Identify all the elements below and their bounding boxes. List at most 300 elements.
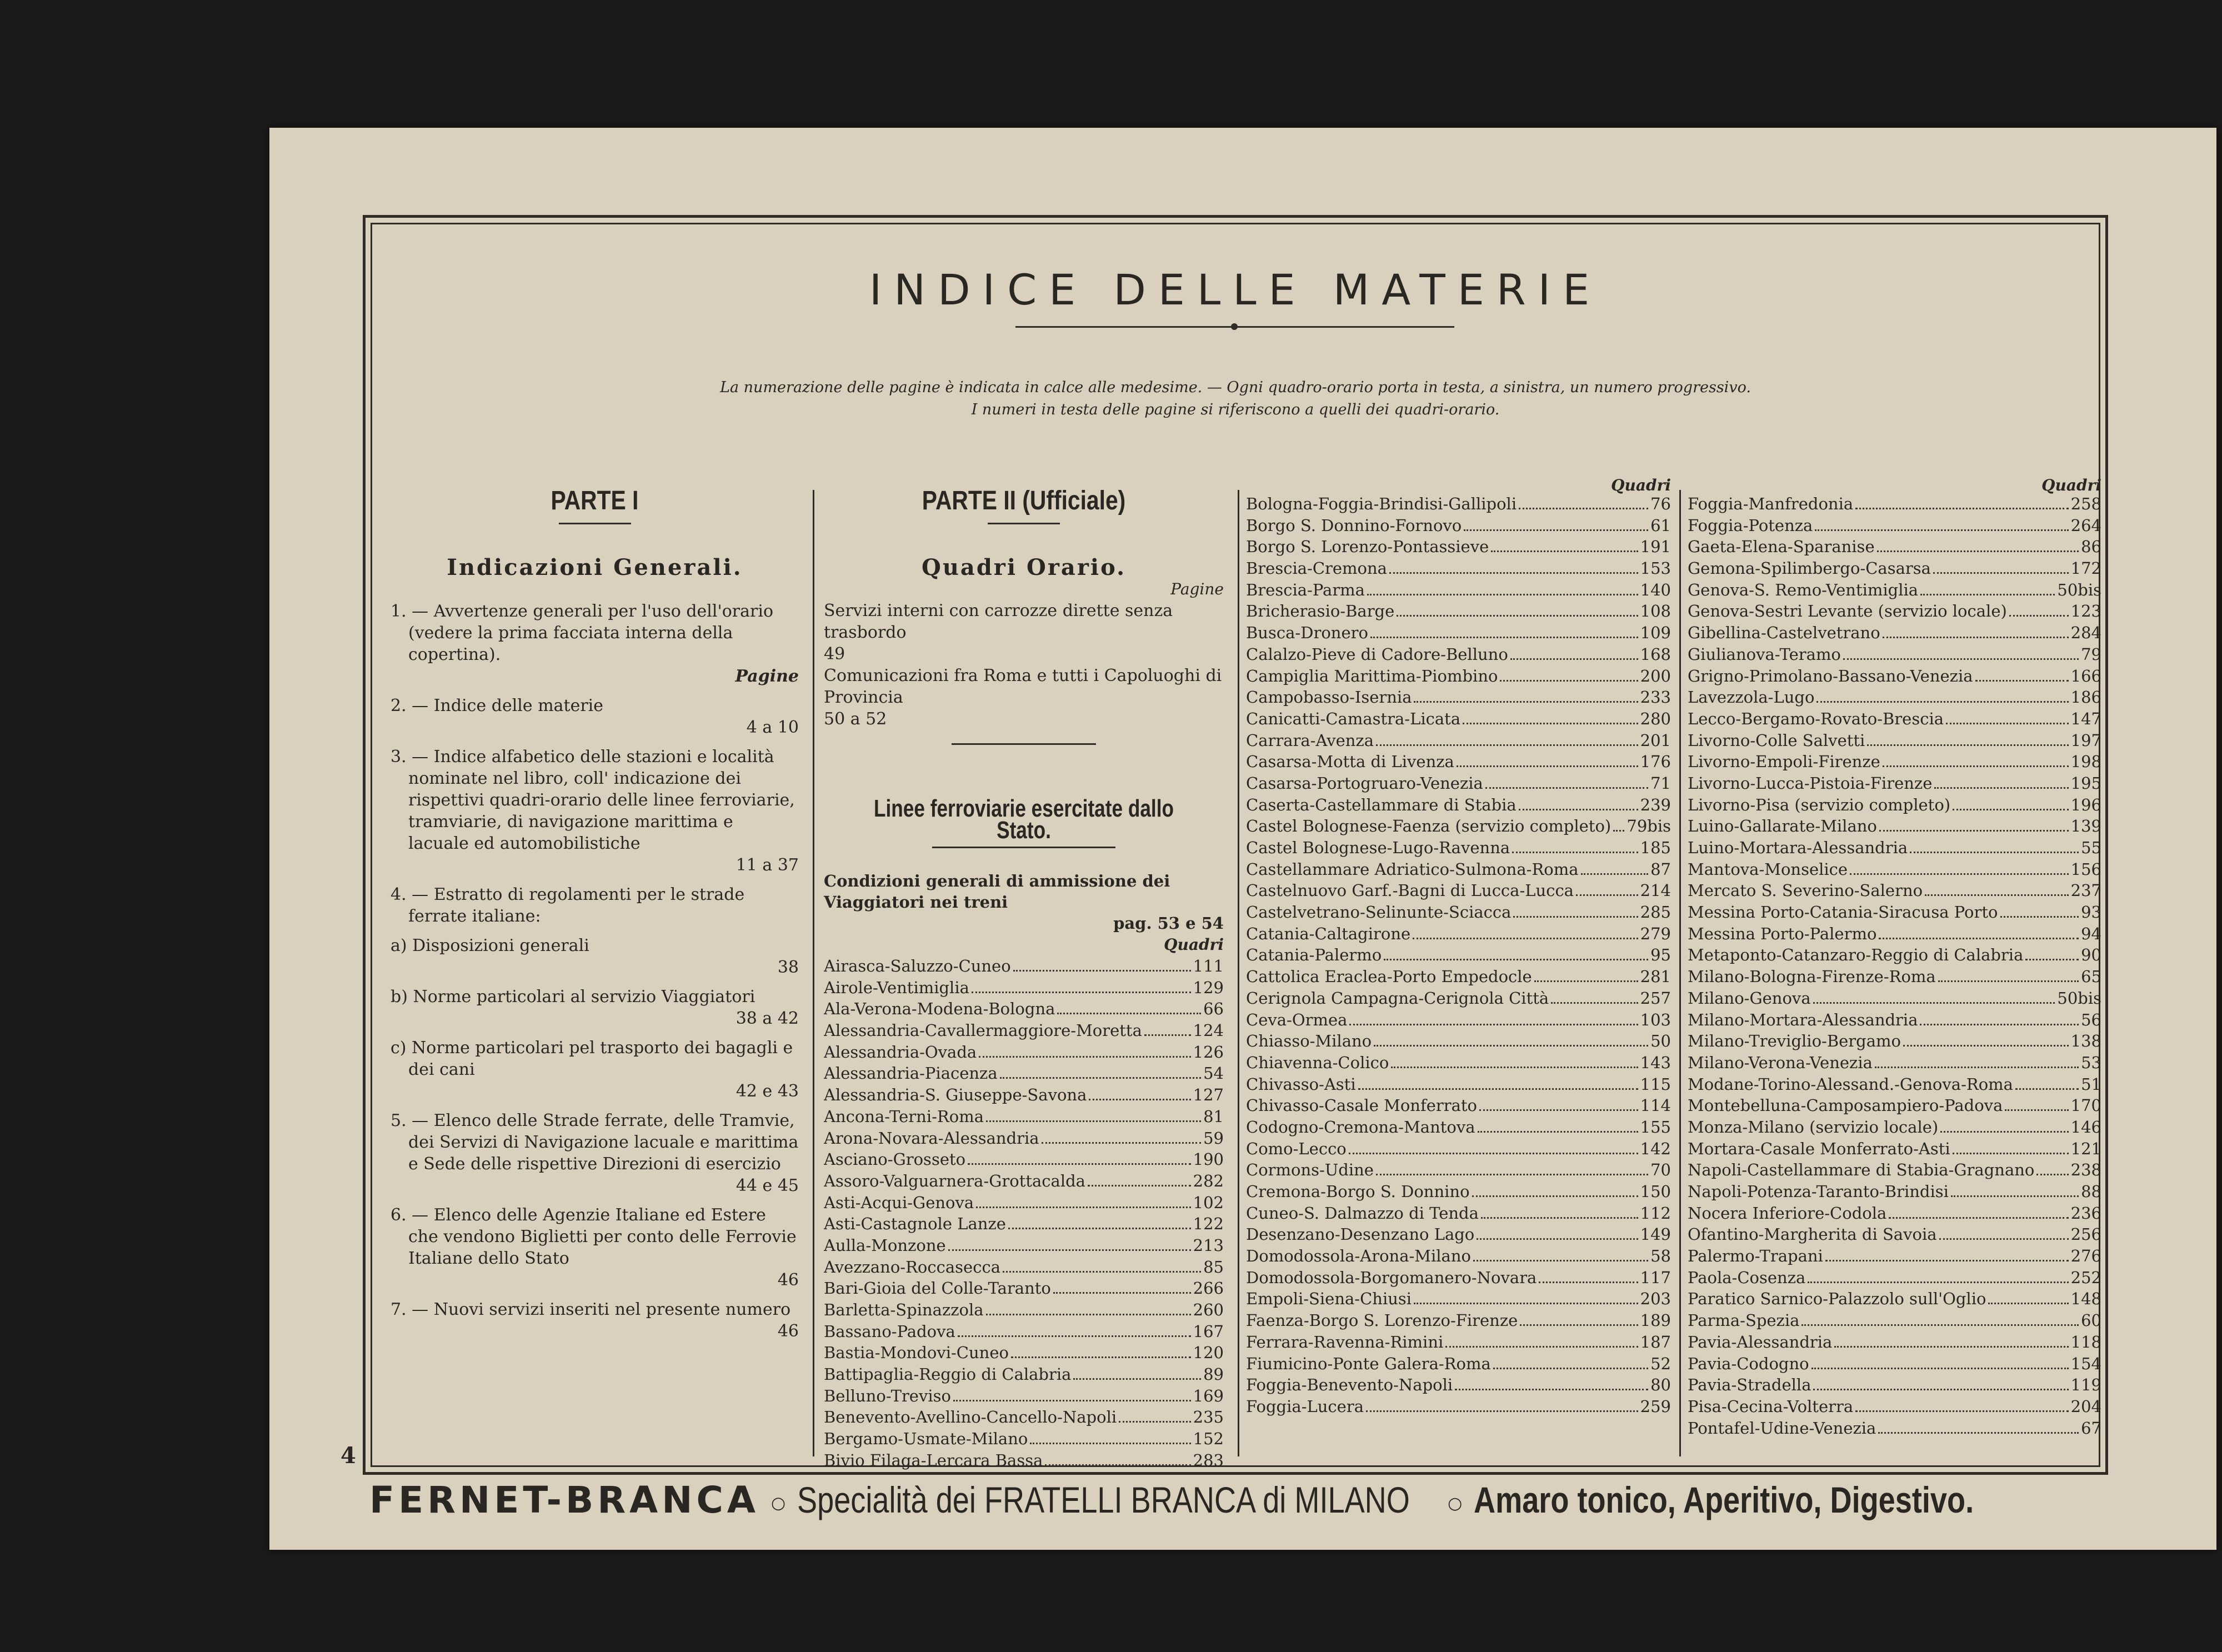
part2-items [824,600,1224,730]
entry-name: Ofantino-Margherita di Savoia [1688,1225,1937,1244]
entry-number: 124 [1193,1021,1224,1040]
entry-number: 93 [2081,903,2101,922]
entry-name: Paratico Sarnico-Palazzolo sull'Oglio [1688,1289,1986,1309]
pagine-label: Pagine [735,667,799,686]
entry-number: 102 [1193,1193,1224,1212]
dot-leader [1003,1271,1201,1273]
table-row [1688,1096,2101,1118]
entry-number: 256 [2070,1225,2101,1244]
entry-name: Genova-Sestri Levante (servizio locale) [1688,602,2007,621]
table-row [1688,1289,2101,1311]
entry-number: 115 [1640,1074,1671,1094]
entry-number: 50bis [2057,580,2101,599]
table-row [1246,667,1671,688]
linee-heading: Linee ferroviarie esercitate dallo Stato. [874,795,1174,844]
entry-name: Domodossola-Arona-Milano [1246,1246,1471,1266]
column-separator [1238,490,1239,1456]
entry-number: 260 [1193,1300,1224,1319]
dot-leader [1472,1195,1638,1197]
dot-leader [1477,1238,1638,1240]
entry-name: Genova-S. Remo-Ventimiglia [1688,580,1919,599]
entry-name: Barletta-Spinazzola [824,1300,984,1319]
dot-leader [1883,637,2069,638]
dot-leader [1389,572,1638,574]
entry-name: Battipaglia-Reggio di Calabria [824,1365,1072,1384]
linee-rule [932,847,1115,848]
entry-name: Bologna-Foggia-Brindisi-Gallipoli [1246,494,1517,513]
entry-name: Milano-Treviglio-Bergamo [1688,1032,1901,1051]
table-row [1688,1075,2101,1097]
entry-name: Busca-Dronero [1246,623,1368,643]
dot-leader [1850,873,2069,875]
table-row [1688,860,2101,882]
entry-name: Ancona-Terni-Roma [824,1107,984,1126]
index-item-text: 3. — Indice alfabetico delle stazioni e località nominate nel libro, coll' indicazione dei rispettivi quadri-orario delle linee ferroviarie, tramviarie, di navigazione marittima e lacuale ed automobilistiche [391,747,795,853]
dot-leader [1613,830,1624,832]
entry-number: 150 [1640,1182,1671,1201]
dot-leader [1816,701,2068,703]
dot-leader [1119,1421,1191,1423]
entry-number: 143 [1640,1053,1671,1072]
table-row [1688,1160,2101,1182]
table-row [1688,1204,2101,1225]
table-row [1688,1311,2101,1333]
entry-number: 103 [1640,1010,1671,1029]
index-item-text: 2. — Indice delle materie [391,696,604,715]
entry-name: Luino-Gallarate-Milano [1688,817,1877,836]
entry-number: 252 [2070,1268,2101,1287]
entry-number: 59 [1203,1128,1224,1148]
entry-name: Brescia-Parma [1246,580,1365,599]
entry-name: Benevento-Avellino-Cancello-Napoli [824,1408,1117,1427]
index-item-pages: 44 e 45 [735,1176,799,1195]
entry-number: 196 [2070,795,2101,814]
dot-leader [1519,508,1648,509]
entry-name: Chivasso-Casale Monferrato [1246,1096,1477,1115]
index-item-text: Servizi interni con carrozze dirette senza trasbordo [824,601,1173,642]
index-item [391,1299,799,1342]
index-item-text: 5. — Elenco delle Strade ferrate, delle Tramvie, dei Servizi di Navigazione lacuale e marittima e Sede delle rispettive Direzioni di esercizio [391,1111,799,1174]
entry-name: Paola-Cosenza [1688,1268,1806,1287]
dot-leader [1414,1303,1638,1304]
entry-name: Napoli-Potenza-Taranto-Brindisi [1688,1182,1949,1201]
entry-number: 280 [1640,709,1671,728]
entry-number: 88 [2081,1182,2101,1201]
entry-name: Grigno-Primolano-Bassano-Venezia [1688,666,1973,685]
table-row [824,1149,1224,1170]
dot-leader [1491,550,1638,552]
dot-leader [1089,1099,1190,1100]
entry-name: Livorno-Pisa (servizio completo) [1688,795,1951,814]
index-item-pages: 11 a 37 [735,855,799,875]
dot-leader [2025,959,2079,960]
entry-name: Gaeta-Elena-Sparanise [1688,537,1875,557]
table-row [1246,795,1671,817]
entry-number: 200 [1640,666,1671,685]
dot-leader [1889,1217,2068,1219]
entry-name: Assoro-Valguarnera-Grottacalda [824,1171,1085,1190]
table-row [1246,838,1671,860]
dot-leader [1008,1228,1191,1229]
entry-number: 142 [1640,1139,1671,1158]
table-row [1246,989,1671,1010]
entry-number: 168 [1640,644,1671,664]
entry-name: Chiavenna-Colico [1246,1053,1389,1072]
entry-number: 123 [2070,602,2101,621]
entry-name: Livorno-Colle Salvetti [1688,730,1865,750]
entry-number: 140 [1640,580,1671,599]
entry-name: Livorno-Lucca-Pistoia-Firenze [1688,773,1933,793]
entry-name: Avezzano-Roccasecca [824,1257,1000,1276]
dot-leader [1855,1410,2069,1412]
entry-number: 112 [1640,1203,1671,1223]
table-row [1246,1010,1671,1032]
entry-number: 120 [1193,1343,1224,1363]
table-row [824,1170,1224,1192]
table-row [1246,580,1671,602]
dot-leader [958,1335,1191,1337]
entry-number: 139 [2070,817,2101,836]
table-row [1688,1032,2101,1053]
table-row [1688,602,2101,623]
table-row [824,977,1224,999]
entry-name: Borgo S. Lorenzo-Pontassieve [1246,537,1489,557]
index-item [391,1110,799,1197]
dot-leader [1367,594,1638,595]
table-row [1246,1246,1671,1268]
part2-column [824,486,1224,1471]
index-item-text: Comunicazioni fra Roma e tutti i Capoluoghi di Provincia [824,666,1222,707]
dot-leader [1855,508,2068,509]
dot-leader [1811,1368,2069,1369]
entry-number: 214 [1640,881,1671,900]
entry-number: 237 [2070,881,2101,900]
entry-name: Canicatti-Camastra-Licata [1246,709,1461,728]
entry-number: 54 [1203,1064,1224,1083]
entry-number: 239 [1640,795,1671,814]
table-row [824,1256,1224,1278]
entry-number: 154 [2070,1354,2101,1373]
col4-rows [1688,494,2101,1440]
entry-name: Castel Bolognese-Lugo-Ravenna [1246,838,1510,857]
entry-number: 283 [1193,1450,1224,1470]
advert-tagline: Specialità dei FRATELLI BRANCA di MILANO [797,1479,1410,1520]
entry-number: 203 [1640,1289,1671,1309]
advert-slogan: Amaro tonico, Aperitivo, Digestivo. [1474,1479,1974,1520]
table-row [1246,860,1671,882]
dot-leader [1370,637,1638,638]
entry-name: Pontafel-Udine-Venezia [1688,1418,1876,1438]
entry-number: 148 [2070,1289,2101,1309]
dot-leader [1939,1238,2069,1240]
dot-leader [1843,658,2079,660]
table-row [1246,881,1671,903]
dot-leader [1478,1131,1638,1133]
conditions-text: Condizioni generali di ammissione dei Viaggiatori nei treni [824,872,1170,912]
table-row [1246,967,1671,989]
entry-name: Belluno-Treviso [824,1386,951,1405]
entry-name: Palermo-Trapani [1688,1246,1823,1266]
entry-name: Messina Porto-Palermo [1688,924,1877,943]
entry-name: Metaponto-Catanzaro-Reggio di Calabria [1688,945,2024,965]
dot-leader [1576,894,1638,896]
entry-number: 122 [1193,1214,1224,1234]
table-row [824,1299,1224,1321]
dot-leader [1534,980,1638,982]
dot-leader [1925,894,2069,896]
dot-leader [1057,1013,1201,1014]
table-row [1246,1268,1671,1290]
index-item [391,600,799,687]
table-row [824,1042,1224,1063]
entry-name: Arona-Novara-Alessandria [824,1128,1039,1148]
table-row [1688,967,2101,989]
table-row [1688,731,2101,753]
entry-name: Foggia-Benevento-Napoli [1246,1375,1453,1395]
table-row [1246,1139,1671,1161]
table-row [1246,1354,1671,1376]
table-row [1688,1268,2101,1290]
index-item [391,986,799,1029]
table-row [1246,1118,1671,1139]
dot-leader [1815,529,2068,531]
entry-number: 114 [1640,1096,1671,1115]
entry-name: Alessandria-Ovada [824,1042,977,1062]
entry-number: 189 [1640,1311,1671,1330]
index-item-text: 7. — Nuovi servizi inseriti nel presente numero [391,1300,791,1319]
entry-number: 94 [2081,924,2101,943]
table-row [1688,537,2101,559]
entry-name: Cerignola Campagna-Cerignola Città [1246,988,1549,1008]
entry-number: 60 [2081,1311,2101,1330]
table-row [824,1450,1224,1471]
entry-name: Codogno-Cremona-Mantova [1246,1117,1475,1137]
entry-number: 238 [2070,1160,2101,1180]
dot-leader [1551,1002,1638,1004]
index-item [391,695,799,738]
entry-name: Bastia-Mondovi-Cuneo [824,1343,1009,1363]
entry-name: Lecco-Bergamo-Rovato-Brescia [1688,709,1944,728]
entry-name: Casarsa-Motta di Livenza [1246,752,1454,772]
entry-number: 258 [2070,494,2101,513]
entry-name: Giulianova-Teramo [1688,644,1841,664]
index-item-text: 1. — Avvertenze generali per l'uso dell'orario (vedere la prima facciata interna della copertina). [391,602,774,664]
entry-name: Airole-Ventimiglia [824,978,969,997]
table-row [824,1428,1224,1450]
table-row [1688,494,2101,516]
entry-number: 126 [1193,1042,1224,1062]
table-row [824,1321,1224,1343]
dot-leader [1045,1464,1190,1466]
entry-number: 279 [1640,924,1671,943]
dot-leader [1520,1324,1638,1326]
dot-leader [1376,1174,1648,1175]
entry-name: Livorno-Empoli-Firenze [1688,752,1880,772]
index-item [391,1037,799,1102]
table-row [1688,774,2101,795]
table-row [824,1342,1224,1364]
dot-leader [1349,1024,1638,1025]
table-row [1688,645,2101,667]
entry-name: Nocera Inferiore-Codola [1688,1203,1887,1223]
part2-section-title: Quadri Orario. [921,554,1126,580]
entry-number: 76 [1650,494,1671,513]
entry-number: 55 [2081,838,2101,857]
dot-leader [1975,680,2069,682]
entry-number: 89 [1203,1365,1224,1384]
dot-leader [2005,1109,2068,1111]
dot-leader [1414,701,1638,703]
table-row [1688,817,2101,838]
table-row [1246,1204,1671,1225]
table-row [1688,623,2101,645]
entry-number: 257 [1640,988,1671,1008]
table-row [824,1106,1224,1128]
table-row [824,1128,1224,1149]
table-row [1246,924,1671,946]
col4-quadri-label: Quadri [2041,476,2101,494]
dot-leader [1834,1346,2068,1348]
table-row [1246,494,1671,516]
part2-rows [824,955,1224,1471]
entry-name: Castellammare Adriatico-Sulmona-Roma [1246,859,1579,879]
table-row [1246,623,1671,645]
index-item [391,935,799,978]
entry-name: Pavia-Alessandria [1688,1332,1833,1351]
table-row [1246,752,1671,774]
index-item [824,600,1224,665]
dot-leader [1384,959,1648,960]
index-item-pages: 38 [777,958,799,977]
entry-name: Pavia-Codogno [1688,1354,1809,1373]
index-item [391,1204,799,1291]
index-item-pages: 42 e 43 [735,1082,799,1101]
dot-leader [1397,615,1638,617]
entry-number: 121 [2070,1139,2101,1158]
entry-name: Cattolica Eraclea-Porto Empedocle [1246,967,1532,987]
dot-leader [968,1163,1191,1165]
entry-name: Bricherasio-Barge [1246,602,1395,621]
entry-name: Milano-Genova [1688,988,1811,1008]
dot-leader [1510,658,1638,660]
table-row [1246,1160,1671,1182]
dot-leader [2015,1088,2079,1090]
dot-leader [1867,744,2068,746]
table-row [1688,1182,2101,1204]
table-row [1688,1333,2101,1354]
table-row [1688,1225,2101,1246]
entry-number: 264 [2070,515,2101,535]
dot-leader [1951,1195,2079,1197]
index-frame [363,215,2108,1475]
table-row [1688,1118,2101,1139]
dot-leader [1481,1217,1638,1219]
entry-number: 198 [2070,752,2101,772]
dot-leader [1463,723,1638,724]
entry-name: Chivasso-Asti [1246,1074,1356,1094]
dot-leader [1485,787,1648,789]
table-row [824,1192,1224,1214]
dot-leader [1879,830,2069,832]
dot-leader [1455,1389,1648,1390]
entry-name: Como-Lecco [1246,1139,1347,1158]
dot-leader [979,1056,1190,1058]
dot-leader [1030,1443,1190,1444]
index-item-text: c) Norme particolari pel trasporto dei bagagli e dei cani [391,1038,793,1079]
entry-number: 138 [2070,1032,2101,1051]
dot-leader [1953,1153,2069,1154]
entry-name: Cremona-Borgo S. Donnino [1246,1182,1470,1201]
dot-leader [1473,1260,1648,1261]
dot-leader [1910,852,2079,853]
entry-name: Cormons-Udine [1246,1160,1374,1180]
table-row [1688,559,2101,580]
entry-name: Empoli-Siena-Chiusi [1246,1289,1412,1309]
table-row [1246,1096,1671,1118]
entry-number: 95 [1650,945,1671,965]
entry-number: 86 [2081,537,2101,557]
entry-number: 167 [1193,1321,1224,1341]
entry-number: 169 [1193,1386,1224,1405]
dot-leader [1493,1368,1648,1369]
entry-name: Lavezzola-Lugo [1688,688,1815,707]
dot-leader [1013,970,1191,972]
table-row [824,1278,1224,1299]
entry-number: 108 [1640,602,1671,621]
table-row [1246,1333,1671,1354]
table-row [1688,1139,2101,1161]
table-row [1246,1397,1671,1419]
entry-number: 156 [2070,859,2101,879]
dot-leader [972,992,1191,993]
table-row [1246,1225,1671,1246]
advert-banner [369,1479,2119,1521]
dot-leader [2000,916,2079,918]
entry-name: Asti-Castagnole Lanze [824,1214,1006,1234]
part2-pagine-label: Pagine [1170,580,1224,598]
table-row [1246,1075,1671,1097]
dot-leader [1376,744,1638,746]
table-row [1246,602,1671,623]
entry-name: Fiumicino-Ponte Galera-Roma [1246,1354,1491,1373]
entry-name: Mercato S. Severino-Salerno [1688,881,1923,900]
entry-number: 65 [2081,967,2101,987]
table-row [824,1020,1224,1042]
dot-leader [1464,529,1648,531]
dot-leader [1808,1281,2068,1283]
entry-number: 190 [1193,1150,1224,1169]
entry-name: Faenza-Borgo S. Lorenzo-Firenze [1246,1311,1518,1330]
entry-name: Alessandria-Piacenza [824,1064,998,1083]
dot-leader [1825,1260,2069,1261]
dot-leader [1088,1185,1191,1187]
entry-number: 266 [1193,1279,1224,1298]
entry-number: 282 [1193,1171,1224,1190]
table-row [1246,1032,1671,1053]
entry-number: 50bis [2057,988,2101,1008]
dot-leader [986,1120,1201,1122]
entry-number: 71 [1650,773,1671,793]
dot-leader [1988,1303,2068,1304]
entry-number: 127 [1193,1085,1224,1105]
dot-leader [1933,572,2069,574]
dot-leader [1813,1389,2068,1390]
entry-number: 118 [2070,1332,2101,1351]
table-row [824,1406,1224,1428]
entry-number: 67 [2081,1418,2101,1438]
dot-leader [1920,594,2055,595]
part2-quadri-label: Quadri [1164,935,1224,954]
